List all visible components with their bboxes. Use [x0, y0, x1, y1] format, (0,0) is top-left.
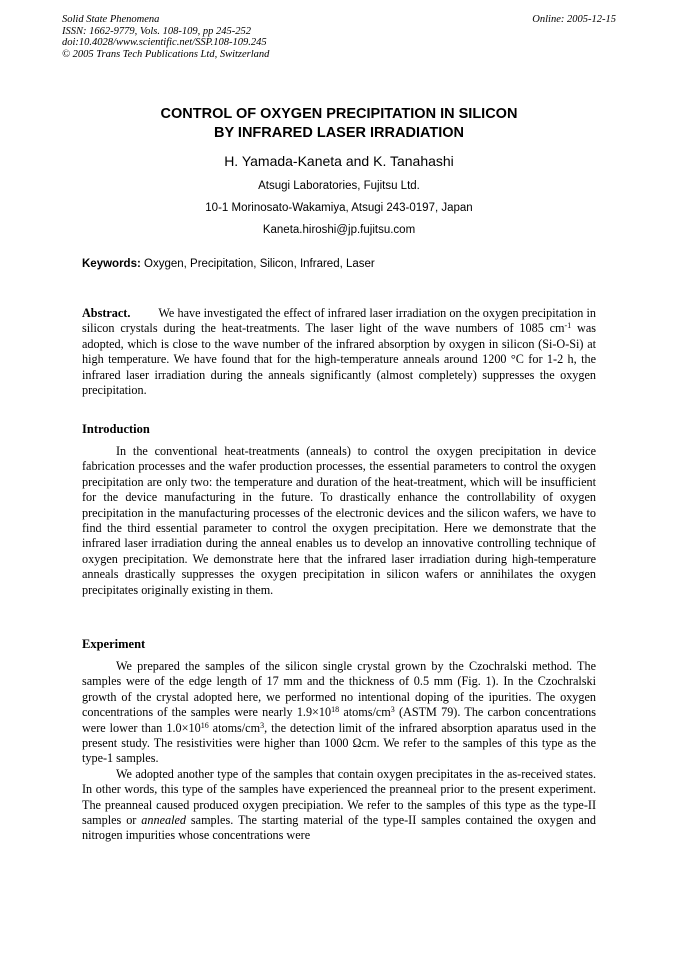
- issn-line: ISSN: 1662-9779, Vols. 108-109, pp 245-252: [62, 25, 251, 37]
- experiment-paragraph-1: [82, 659, 596, 767]
- paper-title: [60, 105, 618, 143]
- author-email: Kaneta.hiroshi@jp.fujitsu.com: [262, 224, 416, 236]
- author-list: H. Yamada-Kaneta and K. Tanahashi: [224, 153, 454, 169]
- experiment-body: [82, 659, 596, 844]
- introduction-body: [82, 444, 596, 598]
- exp2-italic: annealed: [141, 813, 186, 828]
- affiliation-org: Atsugi Laboratories, Fujitsu Ltd.: [258, 180, 420, 192]
- abstract: [82, 306, 596, 398]
- experiment-paragraph-2: [82, 767, 596, 844]
- exp-sup-4: 3: [260, 720, 265, 730]
- exp2-text-b: samples. The starting material of the type-II samples contained the oxygen and nitrogen impurities whose concentrations were: [82, 813, 596, 843]
- introduction-paragraph: In the conventional heat-treatments (anneals) to control the oxygen precipitation in device fabrication processes and the wafer production processes, the essential parameters to control the oxygen precipitation are only two: the temperature and duration of the heat-treatment, which will be insufficient for the device manufacturing in the future. To drastically enhance the controllability of oxygen precipitation in the manufacturing processes of the electronic devices and the silicon wafers, we have to find the third essential parameter to control the oxygen precipitation. Here we demonstrate that the infrared laser irradiation during the anneal enables us to develop an innovative controlling technique of oxygen precipitation. We demonstrate here that the infrared laser irradiation during high-temperature anneals drastically suppresses the oxygen precipitation in silicon wafers or annihilates the oxygen precipitates originally existing in them.: [82, 444, 596, 597]
- exp-text-e: , the detection limit of the infrared absorption aparatus used in the present study. The resistivities were higher than 1000 Ωcm. We refer to the samples of this type as the type-1 samples.: [82, 720, 596, 766]
- keywords: [82, 258, 375, 270]
- exp-text-a: We prepared the samples of the silicon single crystal grown by the Czochralski method. The samples were of the edge length of 17 mm and the thickness of 0.5 mm (Fig. 1). In the Czochralski growth of the crystal adopted here, we performed no intentional doping of the ipurities. The oxygen concentrations of the samples were nearly 1.9×10: [82, 659, 596, 720]
- keywords-label: Keywords:: [82, 258, 141, 270]
- abstract-sup: -1: [564, 321, 572, 331]
- copyright-line: © 2005 Trans Tech Publications Ltd, Switzerland: [62, 48, 270, 60]
- exp-sup-1: 18: [331, 705, 340, 715]
- abstract-text-2: was adopted, which is close to the wave number of the infrared absorption by oxygen in silicon (Si-O-Si) at high temperature. We have found that for the high-temperature anneals around 1200 °C for 1-2 h, the infrared laser irradiation during the anneals significantly (almost completely) suppresses the oxygen precipitation.: [82, 321, 596, 398]
- exp2-text-a: We adopted another type of the samples that contain oxygen precipitates in the as-received states. In other words, this type of the samples have experienced the preanneal prior to the present experiment. The preanneal caused produced oxygen precipiation. We refer to the samples of this type as the type-II samples or: [82, 766, 596, 828]
- exp-sup-3: 16: [200, 720, 209, 730]
- online-date: Online: 2005-12-15: [532, 14, 616, 25]
- keywords-text: Oxygen, Precipitation, Silicon, Infrared, Laser: [144, 258, 375, 270]
- experiment-heading: Experiment: [82, 637, 146, 651]
- affiliation-address: 10-1 Morinosato-Wakamiya, Atsugi 243-0197, Japan: [205, 202, 473, 214]
- abstract-text-1: We have investigated the effect of infrared laser irradiation on the oxygen precipitation in silicon crystals during the heat-treatments. The laser light of the wave numbers of 1085 cm: [82, 306, 596, 336]
- exp-sup-2: 3: [390, 705, 395, 715]
- doi-line: doi:10.4028/www.scientific.net/SSP.108-109.245: [62, 37, 267, 48]
- introduction-heading: Introduction: [82, 422, 150, 436]
- abstract-label: Abstract.: [82, 306, 131, 320]
- exp-text-b: atoms/cm: [339, 705, 391, 720]
- exp-text-d: atoms/cm: [208, 720, 261, 735]
- title-line-1: CONTROL OF OXYGEN PRECIPITATION IN SILICON: [160, 106, 518, 122]
- title-line-2: BY INFRARED LASER IRRADIATION: [214, 125, 464, 141]
- journal-name: Solid State Phenomena: [62, 14, 160, 25]
- journal-header: [62, 14, 269, 60]
- exp-text-c: (ASTM 79). The carbon concentrations were lower than 1.0×10: [82, 705, 596, 735]
